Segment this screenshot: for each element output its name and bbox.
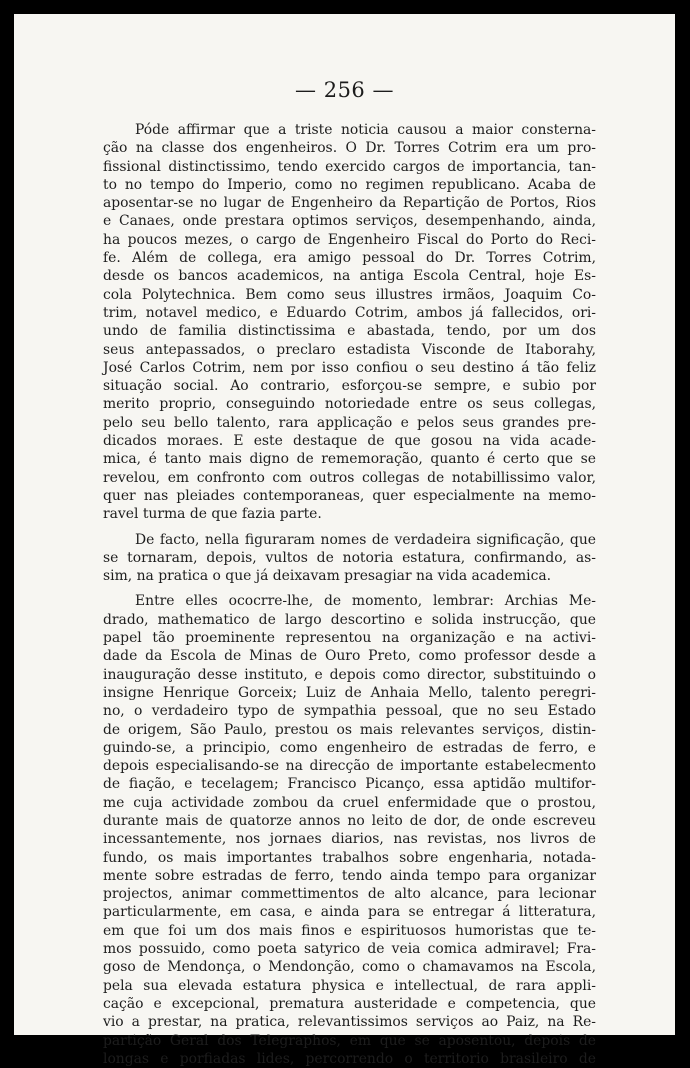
text-line: trim, notavel medico, e Eduardo Cotrim, ambos já fallecidos, ori- <box>103 304 596 321</box>
text-line: drado, mathematico de largo descortino e solida instrucção, que <box>103 611 596 628</box>
body-text <box>103 121 596 1068</box>
text-line: papel tão proeminente representou na organização e na activi- <box>103 630 596 647</box>
text-line: de origem, São Paulo, prestou os mais relevantes serviços, distin- <box>103 721 596 738</box>
text-line: pela sua elevada estatura physica e intellectual, de rara appli- <box>103 977 596 994</box>
text-line: situação social. Ao contrario, esforçou-se sempre, e subio por <box>103 378 596 395</box>
text-line: mos possuido, como poeta satyrico de veia comica admiravel; Fra- <box>103 941 596 958</box>
text-line: Entre elles ococrre-lhe, de momento, lembrar: Archias Me- <box>135 593 596 610</box>
paragraph <box>103 121 596 524</box>
text-line: ravel turma de que fazia parte. <box>103 506 322 523</box>
text-line: se tornaram, depois, vultos de notoria estatura, confirmando, as- <box>103 549 596 566</box>
text-line: fissional distinctissimo, tendo exercido cargos de importancia, tan- <box>103 158 596 175</box>
text-line: fe. Além de collega, era amigo pessoal do Dr. Torres Cotrim, <box>103 250 596 267</box>
text-line: to no tempo do Imperio, como no regimen republicano. Acaba de <box>103 176 596 193</box>
text-line: vio a prestar, na pratica, relevantissimos serviços ao Paiz, na Re- <box>103 1014 596 1031</box>
text-line: partição Geral dos Telegraphos, em que se aposentou, depois de <box>103 1032 596 1049</box>
text-line: em que foi um dos mais finos e espirituosos humoristas que te- <box>103 922 596 939</box>
text-line: goso de Mendonça, o Mendonção, como o chamavamos na Escola, <box>103 959 596 976</box>
text-line: cola Polytechnica. Bem como seus illustres irmãos, Joaquim Co- <box>103 286 596 303</box>
text-line: me cuja actividade zombou da cruel enfermidade que o prostou, <box>103 794 596 811</box>
text-line: incessantemente, nos jornaes diarios, nas revistas, nos livros de <box>103 831 596 848</box>
text-line: aposentar-se no lugar de Engenheiro da Repartição de Portos, Rios <box>103 195 596 212</box>
text-line: ha poucos mezes, o cargo de Engenheiro Fiscal do Porto do Reci- <box>103 231 596 248</box>
text-line: e Canaes, onde prestara optimos serviços, desempenhando, ainda, <box>103 213 596 230</box>
text-line: merito proprio, conseguindo notoriedade entre os seus collegas, <box>103 396 596 413</box>
text-line: sim, na pratica o que já deixavam presagiar na vida academica. <box>103 568 552 585</box>
text-line: revelou, em confronto com outros collegas de notabillissimo valor, <box>103 469 596 486</box>
text-line: fundo, os mais importantes trabalhos sobre engenharia, notada- <box>103 849 596 866</box>
text-line: seus antepassados, o preclaro estadista Visconde de Itaborahy, <box>103 341 596 358</box>
text-line: de fiação, e tecelagem; Francisco Picanço, essa aptidão multifor- <box>103 776 596 793</box>
text-line: no, o verdadeiro typo de sympathia pessoal, que no seu Estado <box>103 703 596 720</box>
text-line: pelo seu bello talento, rara applicação e pelos seus grandes pre- <box>103 414 596 431</box>
paragraph <box>103 592 596 1068</box>
page-number: — 256 — <box>295 78 394 102</box>
text-line: durante mais de quatorze annos no leito de dor, de onde escreveu <box>103 812 596 829</box>
text-line: mica, é tanto mais digno de rememoração, quanto é certo que se <box>103 451 596 468</box>
text-line: guindo-se, a principio, como engenheiro de estradas de ferro, e <box>103 739 596 756</box>
text-line: inauguração desse instituto, e depois como director, substituindo o <box>103 666 596 683</box>
text-line: undo de familia distinctissima e abastada, tendo, por um dos <box>103 323 596 340</box>
paragraph <box>103 531 596 586</box>
book-page <box>14 14 675 1067</box>
text-line: desde os bancos academicos, na antiga Escola Central, hoje Es- <box>103 268 596 285</box>
text-line: insigne Henrique Gorceix; Luiz de Anhaia Mello, talento peregri- <box>103 684 596 701</box>
text-line: longas e porfiadas lides, percorrendo o territorio brasileiro de <box>103 1050 596 1067</box>
text-line: José Carlos Cotrim, nem por isso confiou o seu destino á tão feliz <box>103 359 596 376</box>
text-line: quer nas pleiades contemporaneas, quer especialmente na memo- <box>103 487 596 504</box>
text-line: particularmente, em casa, e ainda para se entregar á litteratura, <box>103 904 596 921</box>
text-line: dade da Escola de Minas de Ouro Preto, como professor desde a <box>103 648 596 665</box>
text-line: De facto, nella figuraram nomes de verdadeira significação, que <box>135 531 596 548</box>
text-line: mente sobre estradas de ferro, tendo ainda tempo para organizar <box>103 867 596 884</box>
text-line: Póde affirmar que a triste noticia causou a maior consterna- <box>135 122 596 138</box>
text-line: depois especialisando-se na direcção de importante estabelecmento <box>103 758 596 775</box>
text-line: dicados moraes. E este destaque de que gosou na vida acade- <box>103 433 596 450</box>
text-line: projectos, animar commettimentos de alto alcance, para lecionar <box>103 886 596 903</box>
text-line: ção na classe dos engenheiros. O Dr. Torres Cotrim era um pro- <box>103 140 596 157</box>
text-line: cação e excepcional, prematura austeridade e competencia, que <box>103 995 596 1012</box>
